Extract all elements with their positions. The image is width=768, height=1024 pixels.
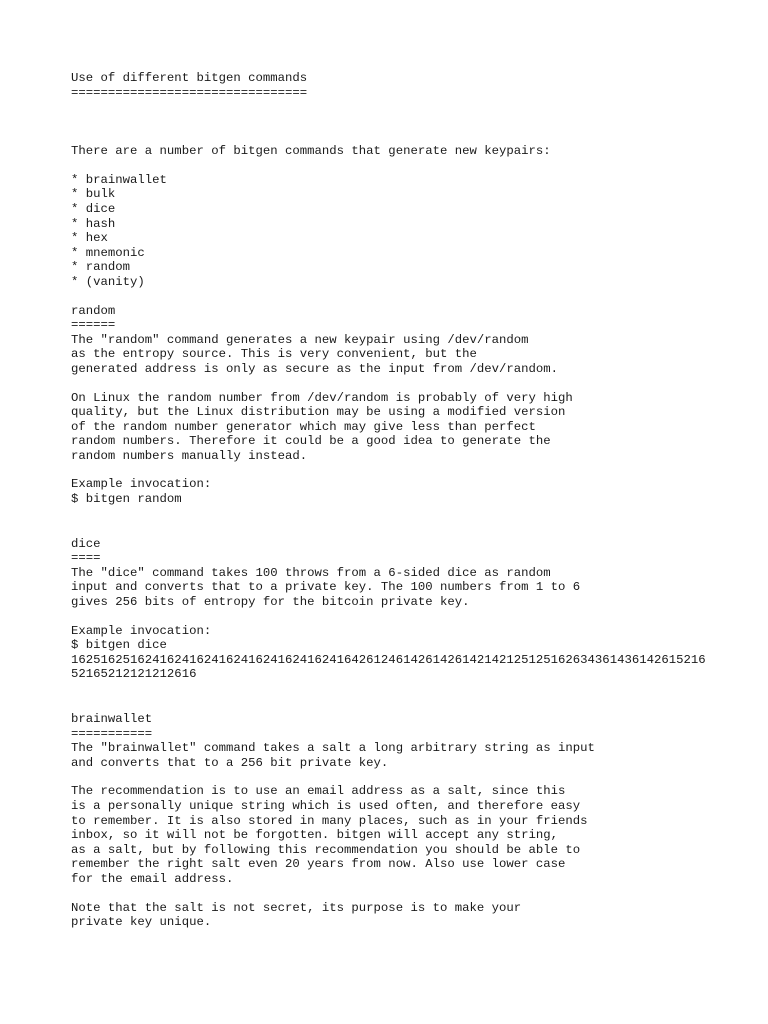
list-item: * (vanity) [71, 274, 145, 289]
section-heading: random [71, 303, 116, 318]
section-random [71, 304, 761, 507]
document-page [71, 71, 761, 930]
paragraph: The "random" command generates a new keypair using /dev/random as the entropy source. This is very convenient, but the generated address is only as secure as the input from /dev/random. [71, 332, 559, 376]
section-heading: dice [71, 536, 101, 551]
list-item: * dice [71, 201, 116, 216]
command-list [71, 173, 761, 290]
section-heading: brainwallet [71, 712, 153, 726]
intro-text: There are a number of bitgen commands that generate new keypairs: [71, 144, 551, 159]
section-dice [71, 537, 761, 682]
section-heading-underline: =========== [71, 726, 153, 741]
example-command: $ bitgen dice [71, 638, 167, 653]
example-dice-digits: 16251625162416241624162416241624162416426124614261426142142125125162634361436142615216 52165212121212616 [71, 652, 706, 682]
list-item: * hex [71, 231, 108, 246]
example-label: Example invocation: [71, 477, 212, 492]
list-item: * mnemonic [71, 245, 145, 260]
doc-title-underline: ================================ [71, 85, 308, 100]
doc-title: Use of different bitgen commands [71, 71, 308, 85]
paragraph: Note that the salt is not secret, its purpose is to make your private key unique. [71, 900, 522, 930]
section-brainwallet [71, 712, 761, 930]
list-item: * brainwallet [71, 172, 167, 187]
paragraph: The "dice" command takes 100 throws from a 6-sided dice as random input and converts that to a private key. The 100 numbers from 1 to 6 gives 256 bits of entropy for the bitcoin private key. [71, 565, 581, 610]
paragraph: The "brainwallet" command takes a salt a long arbitrary string as input and converts that to a 256 bit private key. [71, 741, 595, 770]
example-label: Example invocation: [71, 623, 212, 638]
paragraph: On Linux the random number from /dev/random is probably of very high quality, but the Linux distribution may be using a modified version of the random number generator which may give less than perfect random numbers. Therefore it could be a good idea to generate the random numbers manually instead. [71, 390, 573, 463]
section-heading-underline: ==== [71, 551, 101, 566]
example-command: $ bitgen random [71, 492, 182, 507]
list-item: * bulk [71, 187, 116, 202]
section-heading-underline: ====== [71, 318, 116, 333]
list-item: * random [71, 260, 131, 275]
list-item: * hash [71, 216, 116, 231]
paragraph: The recommendation is to use an email address as a salt, since this is a personally unique string which is used often, and therefore easy to remember. It is also stored in many places, such as in your friends inbox, so it will not be forgotten. bitgen will accept any string, as a salt, but by following this recommendation you should be able to remember the right salt even 20 years from now. Also use lower case for the email address. [71, 784, 588, 886]
